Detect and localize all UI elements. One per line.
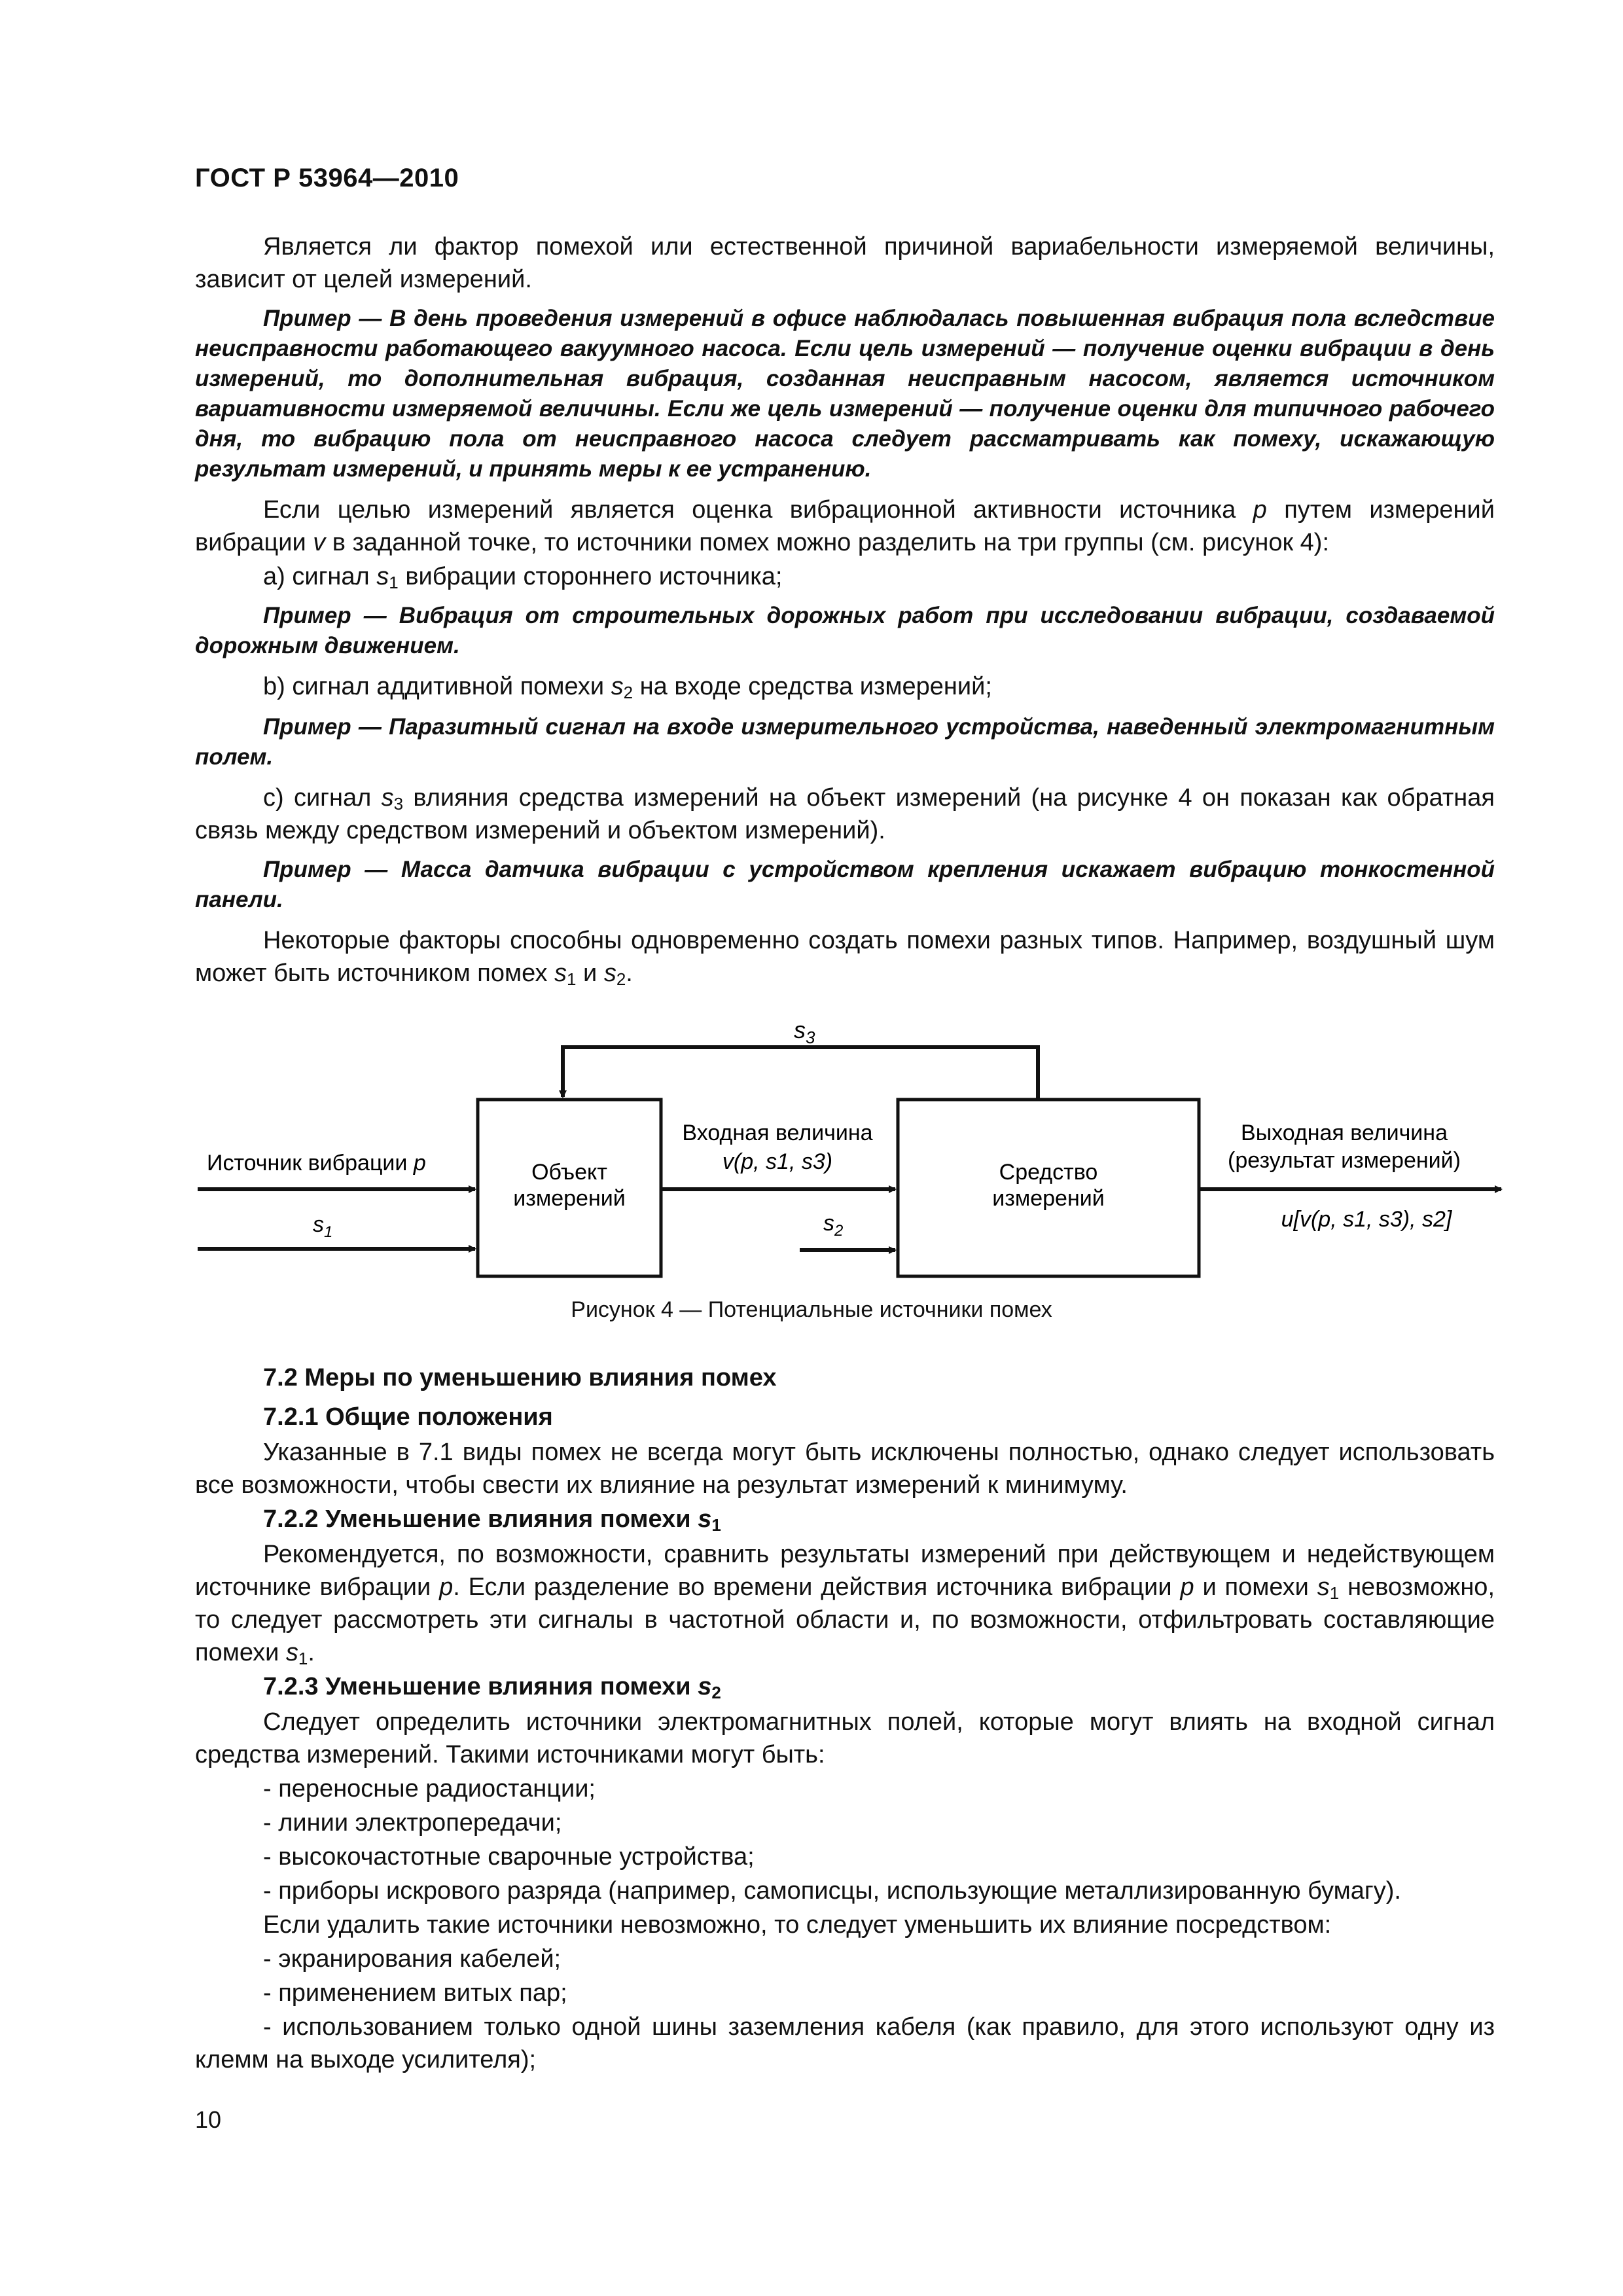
lower-text-block: [195, 1361, 1495, 2084]
object-box-label: Объект: [531, 1160, 607, 1185]
device-box-label: измерений: [992, 1186, 1105, 1211]
paragraph: Рекомендуется, по возможности, сравнить результаты измерений при действующем и недействующем источнике вибрации p. Если разделение во времени действия источника вибрации p и помехи $s_1$ невозможно, то следует рассмотреть эти сигналы в частотной области и, по возможности, отфильтровать составляющие помехи $s_1$.: [195, 1541, 1495, 1668]
paragraph: Является ли фактор помехой или естественной причиной вариабельности измеряемой величины, зависит от целей измерений.: [195, 233, 1495, 293]
upper-text-block: [195, 230, 1495, 997]
paragraph: Следует определить источники электромагнитных полей, которые могут влиять на входной сигнал средства измерений. Такими источниками могут быть:: [195, 1708, 1495, 1768]
document-header: ГОСТ Р 53964—2010: [195, 164, 459, 192]
figure-caption: Рисунок 4 — Потенциальные источники помех: [571, 1297, 1052, 1322]
paragraph: Указанные в 7.1 виды помех не всегда могут быть исключены полностью, однако следует использовать все возможности, чтобы свести их влияние на результат измерений к минимуму.: [195, 1439, 1495, 1499]
list-item: - высокочастотные сварочные устройства;: [263, 1843, 755, 1871]
interference-diagram: [195, 1001, 1504, 1329]
example-paragraph: Пример — Масса датчика вибрации с устройством крепления искажает вибрацию тонкостенной панели.: [195, 857, 1495, 912]
object-box-label: измерений: [513, 1186, 626, 1211]
list-item: - приборы искрового разряда (например, самописцы, использующие металлизированную бумагу).: [263, 1877, 1401, 1905]
list-item: а) сигнал $s_1$ вибрации стороннего источника;: [263, 563, 783, 592]
example-paragraph: Пример — Паразитный сигнал на входе измерительного устройства, наведенный электромагнитным полем.: [195, 714, 1495, 770]
subsection-heading: 7.2.1 Общие положения: [263, 1403, 553, 1431]
list-item: - использованием только одной шины заземления кабеля (как правило, для этого используют одну из клемм на выходе усилителя);: [195, 2013, 1495, 2073]
feedback-line-s3: [563, 1047, 1038, 1100]
paragraph: Некоторые факторы способны одновременно создать помехи разных типов. Например, воздушный шум может быть источником помех $s_1$ и $s_2$.: [195, 927, 1495, 989]
example-paragraph: Пример — В день проведения измерений в офисе наблюдалась повышенная вибрация пола вследствие неисправности работающего вакуумного насоса. Если цель измерений — получение оценки вибрации в день измерений, то дополнительная вибрация, созданная неисправным насосом, является источником вариативности измеряемой величины. Если же цель измерений — получение оценки для типичного рабочего дня, то вибрацию пола от неисправного насоса следует рассматривать как помеху, искажающую результат измерений, и принять меры к ее устранению.: [195, 306, 1495, 482]
input-formula: v(p, s1, s3): [722, 1149, 833, 1174]
list-item: - переносные радиостанции;: [263, 1775, 596, 1803]
s1-label: $s_1$: [313, 1212, 333, 1241]
output-formula: u[v(p, s1, s3), s2]: [1281, 1207, 1452, 1232]
subsection-heading: 7.2.2 Уменьшение влияния помехи $s_1$: [263, 1505, 721, 1535]
output-label: (результат измерений): [1228, 1148, 1461, 1173]
paragraph: Если удалить такие источники невозможно, то следует уменьшить их влияние посредством:: [263, 1911, 1332, 1939]
input-label: Входная величина: [682, 1121, 873, 1145]
device-box-label: Средство: [999, 1160, 1098, 1185]
example-paragraph: Пример — Вибрация от строительных дорожных работ при исследовании вибрации, создаваемой дорожным движением.: [195, 603, 1495, 658]
list-item: c) сигнал $s_3$ влияния средства измерений на объект измерений (на рисунке 4 он показан как обратная связь между средством измерений и объектом измерений).: [195, 784, 1495, 844]
s3-label: $s_3$: [794, 1016, 815, 1047]
list-item: - применением витых пар;: [263, 1979, 567, 2007]
list-item: - экранирования кабелей;: [263, 1945, 562, 1973]
paragraph: Если целью измерений является оценка вибрационной активности источника p путем измерений вибрации v в заданной точке, то источники помех можно разделить на три группы (см. рисунок 4):: [195, 496, 1495, 556]
subsection-heading: 7.2.3 Уменьшение влияния помехи $s_2$: [263, 1673, 721, 1702]
output-label: Выходная величина: [1241, 1121, 1448, 1145]
list-item: b) сигнал аддитивной помехи $s_2$ на входе средства измерений;: [263, 673, 992, 702]
page-number: 10: [195, 2106, 222, 2133]
source-label: Источник вибрации p: [207, 1151, 426, 1175]
section-heading: 7.2 Меры по уменьшению влияния помех: [263, 1364, 777, 1391]
s2-label: $s_2$: [823, 1211, 844, 1240]
list-item: - линии электропередачи;: [263, 1809, 562, 1837]
